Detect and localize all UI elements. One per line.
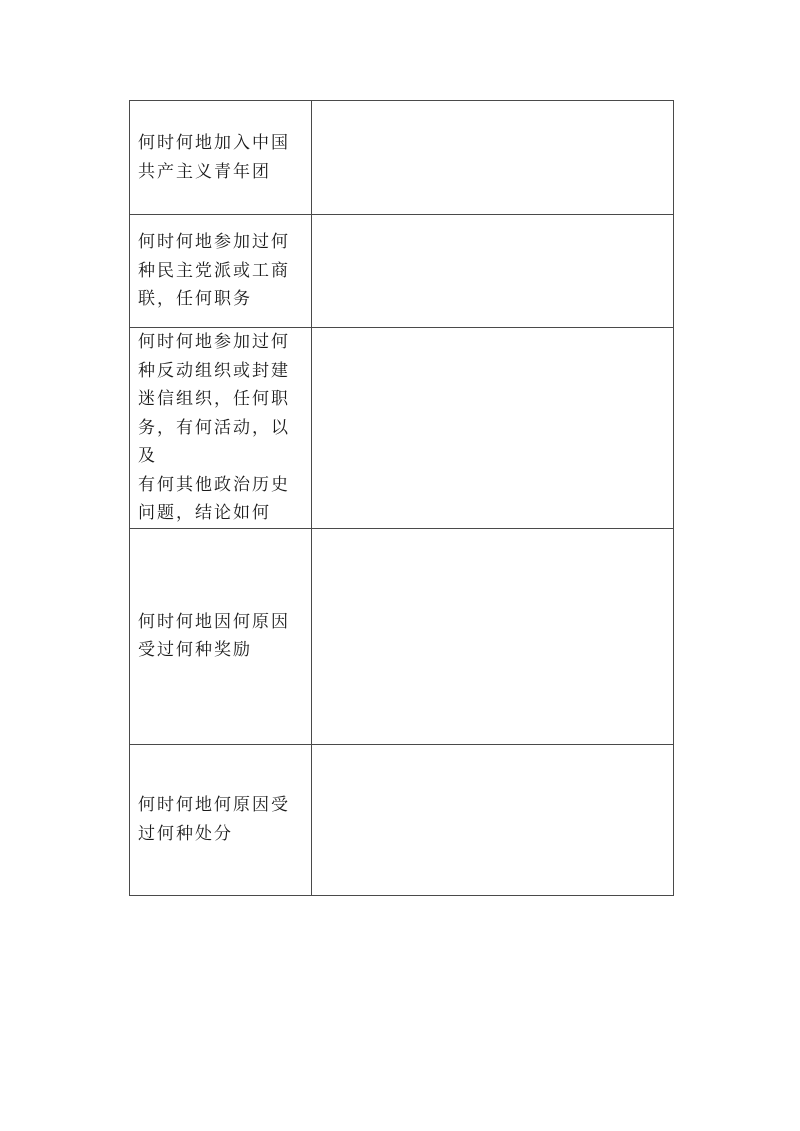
youth-league-label: 何时何地加入中国 共产主义青年团 <box>138 133 290 182</box>
youth-league-answer-field[interactable] <box>312 101 674 215</box>
awards-label: 何时何地因何原因 受过何种奖励 <box>138 611 290 660</box>
form-row-punishments <box>130 744 674 895</box>
punishments-answer-field[interactable] <box>312 744 674 895</box>
form-row-political-history <box>130 328 674 529</box>
label-cell <box>130 528 312 744</box>
form-row-youth-league <box>130 101 674 215</box>
punishments-label: 何时何地何原因受 过何种处分 <box>138 795 290 844</box>
democratic-party-label: 何时何地参加过何 种民主党派或工商 联，任何职务 <box>138 232 290 310</box>
political-history-answer-field[interactable] <box>312 328 674 529</box>
political-history-label: 何时何地参加过何 种反动组织或封建 迷信组织，任何职 务，有何活动，以及 有何其他政治历史 问题，结论如何 <box>138 332 290 523</box>
form-row-awards <box>130 528 674 744</box>
awards-answer-field[interactable] <box>312 528 674 744</box>
label-cell <box>130 215 312 328</box>
form-row-democratic-party <box>130 215 674 328</box>
label-cell <box>130 328 312 529</box>
history-form-table <box>129 100 674 896</box>
democratic-party-answer-field[interactable] <box>312 215 674 328</box>
label-cell <box>130 101 312 215</box>
label-cell <box>130 744 312 895</box>
